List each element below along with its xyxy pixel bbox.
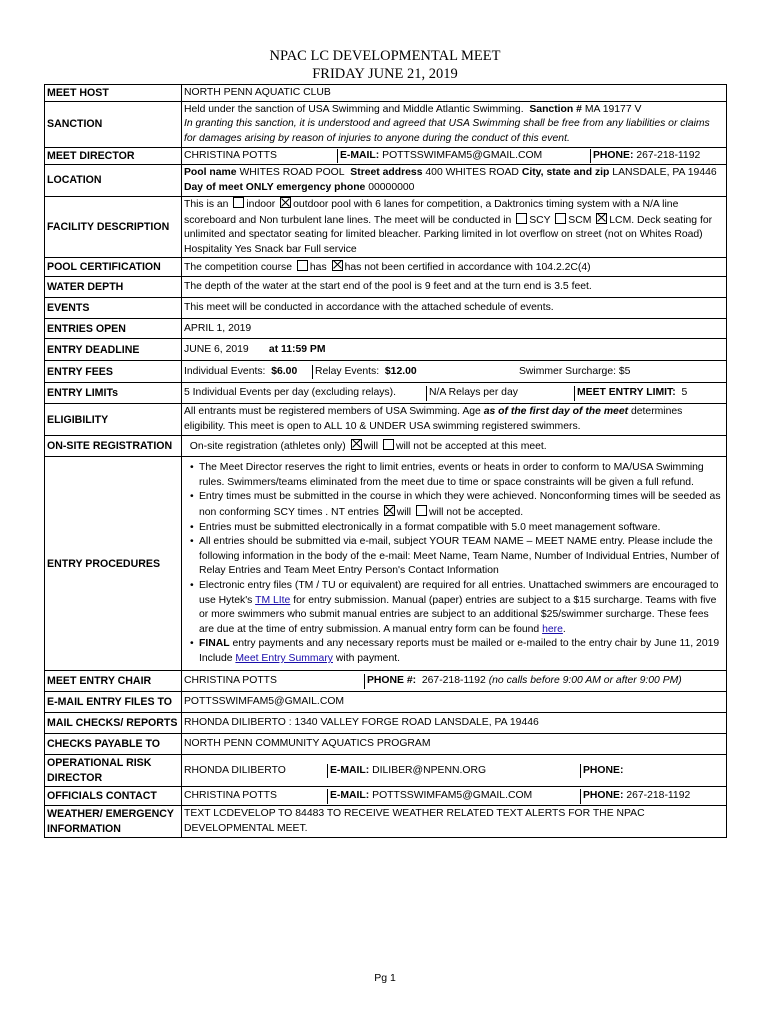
label-entry-chair: MEET ENTRY CHAIR (45, 671, 182, 692)
eligibility-text-2: determines (630, 406, 683, 418)
weather-label-line2: INFORMATION (47, 822, 121, 835)
sanction-number-label: Sanction # (529, 103, 582, 115)
label-entries-open: ENTRIES OPEN (45, 319, 182, 339)
risk-email-label: E-MAIL: (330, 764, 370, 776)
scy-checkbox[interactable] (516, 213, 527, 224)
meet-director-name: CHRISTINA POTTS (184, 149, 277, 161)
label-location: LOCATION (45, 165, 182, 197)
sanction-value (182, 102, 727, 148)
relay-limit: N/A Relays per day (426, 386, 574, 401)
procedure-line: • The Meet Director reserves the right to limit entries, events or heats in order to conform to MA/USA Swimming (199, 462, 704, 474)
scy-label: SCY (529, 214, 551, 226)
individual-fee: $6.00 (271, 365, 298, 377)
street-address: 400 WHITES ROAD (425, 166, 519, 178)
checks-payable-value: NORTH PENN COMMUNITY AQUATICS PROGRAM (182, 734, 727, 755)
label-officials: OFFICIALS CONTACT (45, 787, 182, 806)
meet-director-email-label: E-MAIL: (340, 149, 380, 161)
mail-checks-value: RHONDA DILIBERTO : 1340 VALLEY FORGE ROAD LANSDALE, PA 19446 (182, 713, 727, 734)
email-files-value: POTTSSWIMFAM5@GMAIL.COM (182, 692, 727, 713)
location-value (182, 165, 727, 197)
row-entry-fees (45, 361, 727, 383)
eligibility-text-3: eligibility. This meet is open to ALL 10 & UNDER USA swimming registered swimmers. (184, 420, 581, 432)
procedure-line: entry payments and any necessary reports must be mailed or e-mailed to the entry chair by June 11, 2019 (232, 638, 720, 650)
risk-email: DILIBER@NPENN.ORG (372, 764, 487, 776)
nt-will-checkbox[interactable] (384, 505, 395, 516)
label-weather (45, 806, 182, 838)
individual-fee-label: Individual Events: (184, 365, 266, 377)
facility-value (182, 197, 727, 258)
city-label: City, state and zip (521, 166, 610, 178)
row-water-depth (45, 277, 727, 298)
pool-cert-text: The competition course (184, 261, 293, 273)
risk-director-name: RHONDA DILIBERTO (184, 764, 286, 776)
officials-email: POTTSSWIMFAM5@GMAIL.COM (372, 790, 533, 802)
row-entry-deadline (45, 339, 727, 361)
label-water-depth: WATER DEPTH (45, 277, 182, 298)
emergency-phone: 00000000 (368, 181, 415, 193)
procedure-line: Relay Entries and Team Meet Entry Person's Contact Information (199, 565, 499, 577)
label-meet-director: MEET DIRECTOR (45, 148, 182, 165)
document-title: NPAC LC DEVELOPMENTAL MEET (269, 48, 501, 64)
meet-info-table (44, 84, 727, 838)
deadline-date: JUNE 6, 2019 (184, 343, 249, 355)
procedure-item (199, 521, 724, 536)
procedure-item (199, 637, 724, 666)
row-pool-cert (45, 258, 727, 277)
final-label: FINAL (199, 638, 230, 650)
row-eligibility (45, 404, 727, 436)
swimmer-surcharge: Swimmer Surcharge: $5 (519, 365, 631, 377)
meet-director-phone-label: PHONE: (593, 149, 634, 161)
label-events: EVENTS (45, 298, 182, 319)
procedure-line: following information in the body of the e-mail: Meet Name, Team Name, Number of Individual Entries, Number of (199, 550, 720, 562)
row-risk-director (45, 755, 727, 787)
procedure-line: • Electronic entry files (TM / TU or equivalent) are required for all entries. Unattached swimmers are encouraged to (199, 579, 719, 591)
facility-text: This is an (184, 199, 229, 210)
row-onsite (45, 436, 727, 457)
has-not-label: has not been certified in accordance with 104.2.2C(4) (344, 261, 591, 273)
label-meet-host: MEET HOST (45, 85, 182, 102)
risk-phone-label: PHONE: (583, 764, 624, 776)
meet-host-value: NORTH PENN AQUATIC CLUB (182, 85, 727, 102)
scm-checkbox[interactable] (555, 213, 566, 224)
onsite-value (182, 436, 727, 457)
nt-will-not-label: will not be accepted. (429, 507, 524, 518)
procedures-list (184, 461, 724, 666)
weather-label-line1: WEATHER/ EMERGENCY (47, 808, 174, 821)
row-sanction (45, 102, 727, 148)
label-entry-deadline: ENTRY DEADLINE (45, 339, 182, 361)
row-facility (45, 197, 727, 258)
deadline-time: at 11:59 PM (268, 343, 326, 355)
sanction-number: MA 19177 V (584, 103, 642, 115)
officials-phone: 267-218-1192 (626, 790, 691, 802)
manual-entry-form-link[interactable]: here (542, 623, 563, 635)
meet-date: FRIDAY JUNE 21, 2019 (312, 66, 458, 82)
pool-name-label: Pool name (184, 166, 237, 178)
procedure-item (199, 461, 724, 490)
label-email-files: E-MAIL ENTRY FILES TO (45, 692, 182, 713)
risk-label-line1: OPERATIONAL RISK (47, 757, 152, 770)
row-weather (45, 806, 727, 838)
row-meet-host (45, 85, 727, 102)
pool-cert-value (182, 258, 727, 277)
row-checks-payable (45, 734, 727, 755)
procedure-item (199, 490, 724, 520)
relay-fee-label: Relay Events: (315, 365, 380, 377)
facility-hospitality: Hospitality Yes Snack bar Full service (184, 243, 357, 255)
meet-director-phone: 267-218-1192 (636, 149, 701, 161)
nt-will-label: will (396, 507, 412, 518)
outdoor-checkbox[interactable] (280, 197, 291, 208)
onsite-will-checkbox[interactable] (351, 439, 362, 450)
eligibility-value (182, 404, 727, 436)
officials-name: CHRISTINA POTTS (184, 790, 277, 802)
row-mail-checks (45, 713, 727, 734)
label-risk-director (45, 755, 182, 787)
procedure-item (199, 579, 724, 637)
meet-director-email: POTTSSWIMFAM5@GMAIL.COM (382, 149, 543, 161)
label-checks-payable: CHECKS PAYABLE TO (45, 734, 182, 755)
weather-value (182, 806, 727, 838)
sanction-disclaimer: In granting this sanction, it is understood and agreed that USA Swimming shall be free from any liabilities or claims for damages arising by reason of injuries to anyone during the conduct of this event. (184, 118, 710, 144)
sanction-text: Held under the sanction of USA Swimming and Middle Atlantic Swimming. (184, 103, 524, 115)
officials-email-label: E-MAIL: (330, 790, 370, 802)
entry-chair-phone: 267-218-1192 (421, 675, 486, 687)
tm-lite-link[interactable]: TM LIte (255, 594, 291, 606)
indoor-checkbox[interactable] (233, 197, 244, 208)
label-entry-fees: ENTRY FEES (45, 361, 182, 383)
risk-label-line2: DIRECTOR (47, 771, 103, 784)
label-mail-checks: MAIL CHECKS/ REPORTS (45, 713, 182, 734)
procedure-line: • Entry times must be submitted in the course in which they were achieved. Nonconforming times will be seeded as (199, 491, 721, 503)
nt-will-not-checkbox[interactable] (416, 505, 427, 516)
procedure-line: Include (199, 652, 233, 664)
label-pool-cert: POOL CERTIFICATION (45, 258, 182, 277)
indoor-label: indoor (246, 199, 276, 210)
facility-parking: unlimited and spectator seating for limited bleacher. Parking limited in lot overflow on street (not on Whites Road) (184, 229, 703, 241)
meet-entry-limit: 5 (681, 387, 688, 399)
row-entry-limits (45, 383, 727, 404)
label-sanction: SANCTION (45, 102, 182, 148)
procedure-line: • Entries must be submitted electronically in a format compatible with 5.0 meet management software. (199, 521, 661, 533)
label-facility: FACILITY DESCRIPTION (45, 197, 182, 258)
city-state-zip: LANSDALE, PA 19446 (612, 166, 717, 178)
row-events (45, 298, 727, 319)
row-entries-open (45, 319, 727, 339)
outdoor-label: outdoor pool with 6 lanes for competition, a Daktronics timing system with a N/A line (293, 199, 679, 210)
weather-text-1: TEXT LCDEVELOP TO 84483 TO RECEIVE WEATHER RELATED TEXT ALERTS FOR THE NPAC (184, 808, 645, 820)
meet-entry-limit-label: MEET ENTRY LIMIT: (577, 387, 676, 399)
eligibility-text: All entrants must be registered members of USA Swimming. Age (184, 406, 481, 418)
has-not-certified-checkbox[interactable] (332, 260, 343, 271)
lcm-label: LCM. Deck seating for (609, 214, 713, 226)
onsite-will-not-label: will not be accepted at this meet. (395, 440, 547, 452)
water-depth-value: The depth of the water at the start end of the pool is 9 feet and at the turn end is 3.5 feet. (182, 277, 727, 298)
row-meet-director (45, 148, 727, 165)
individual-limit: 5 Individual Events per day (excluding relays). (184, 387, 396, 399)
row-entry-chair (45, 671, 727, 692)
entry-procedures-value (182, 457, 727, 671)
meet-entry-summary-link[interactable]: Meet Entry Summary (235, 652, 333, 664)
procedure-line: • All entries should be submitted via e-mail, subject YOUR TEAM NAME – MEET NAME entry. Please include the (199, 536, 713, 548)
has-certified-checkbox[interactable] (297, 260, 308, 271)
page-number: Pg 1 (374, 972, 396, 984)
entry-chair-phone-label: PHONE #: (367, 675, 417, 687)
officials-phone-label: PHONE: (583, 790, 624, 802)
label-eligibility: ELIGIBILITY (45, 404, 182, 436)
row-entry-procedures (45, 457, 727, 671)
procedure-line: use Hytek's (199, 594, 253, 606)
row-location (45, 165, 727, 197)
weather-text-2: DEVELOPMENTAL MEET. (184, 822, 308, 834)
entry-deadline-value (182, 339, 727, 361)
procedure-line: with payment. (335, 652, 400, 664)
facility-text: scoreboard and Non turbulent lane lines. The meet will be conducted in (184, 214, 512, 226)
entries-open-value: APRIL 1, 2019 (182, 319, 727, 339)
label-entry-procedures: ENTRY PROCEDURES (45, 457, 182, 671)
relay-fee: $12.00 (384, 365, 417, 377)
procedure-line: for entry submission. Manual (paper) entries are subject to a $15 surcharge. Teams with five (293, 594, 717, 606)
procedure-line: or more swimmers who submit manual entries are subject to an additional $25/swimmer surcharge. These fees (199, 609, 709, 621)
procedure-line: . (562, 623, 566, 635)
onsite-will-not-checkbox[interactable] (383, 439, 394, 450)
street-label: Street address (350, 166, 423, 178)
entry-chair-name: CHRISTINA POTTS (184, 675, 277, 687)
pool-name: WHITES ROAD POOL (239, 166, 345, 178)
label-entry-limits: ENTRY LIMITs (45, 383, 182, 404)
entry-chair-note: (no calls before 9:00 AM or after 9:00 PM) (488, 675, 682, 687)
has-label: has (309, 261, 327, 273)
scm-label: SCM (568, 214, 592, 226)
procedure-line: are due at the time of entry submission. A manual entry form can be found (199, 623, 540, 635)
onsite-will-label: will (363, 440, 379, 452)
onsite-text: On-site registration (athletes only) (189, 440, 346, 452)
events-value: This meet will be conducted in accordance with the attached schedule of events. (182, 298, 727, 319)
label-onsite: ON-SITE REGISTRATION (45, 436, 182, 457)
row-email-files (45, 692, 727, 713)
emergency-phone-label: Day of meet ONLY emergency phone (184, 181, 366, 193)
procedure-line: non conforming SCY times . NT entries (199, 507, 379, 518)
procedure-line: rules. Swimmers/teams eliminated from the meet due to time or space constraints will be given a full refund. (199, 476, 694, 488)
procedure-item (199, 535, 724, 579)
row-officials (45, 787, 727, 806)
lcm-checkbox[interactable] (596, 213, 607, 224)
eligibility-emphasis: as of the first day of the meet (483, 406, 629, 418)
